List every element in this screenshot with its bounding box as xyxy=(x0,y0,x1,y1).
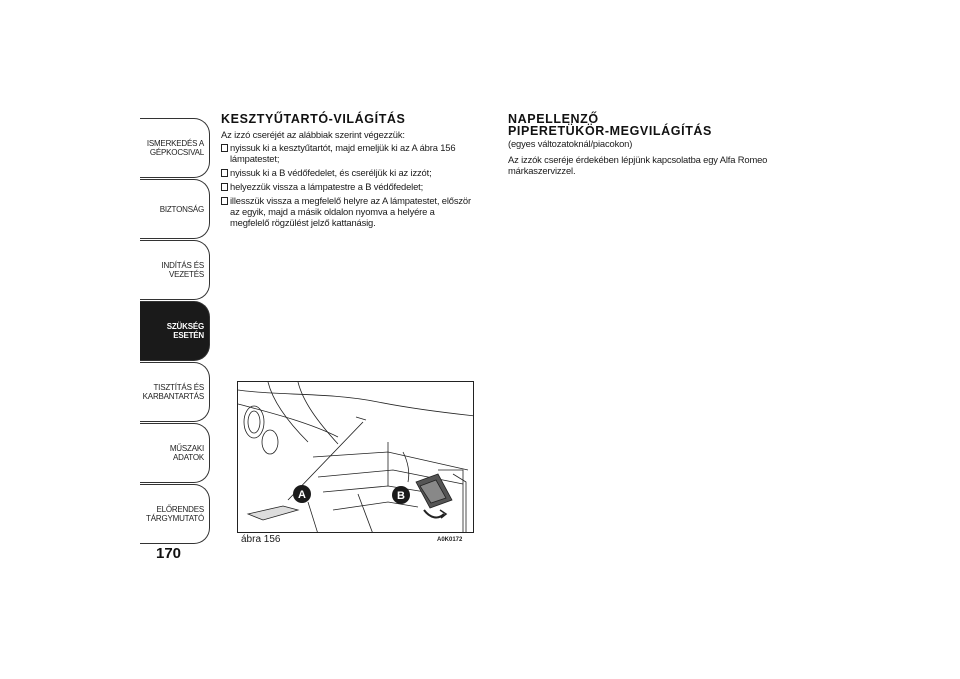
section-title-line2: PIPERETÜKÖR-MEGVILÁGÍTÁS xyxy=(508,124,712,138)
tab-inditas[interactable]: INDÍTÁS ÉS VEZETÉS xyxy=(140,240,210,300)
vanity-mirror-section xyxy=(508,113,768,176)
step-text: nyissuk ki a B védőfedelet, és cseréljük ki az izzót; xyxy=(230,167,432,178)
page-number: 170 xyxy=(156,545,182,562)
section-title: KESZTYŰTARTÓ-VILÁGÍTÁS xyxy=(221,112,406,126)
list-item xyxy=(221,167,475,178)
tab-szukseg-eseten[interactable]: SZÜKSÉG ESETÉN xyxy=(140,301,210,361)
tab-ismerkedes[interactable]: ISMERKEDÉS A GÉPKOCSIVAL xyxy=(140,118,210,178)
tab-targymutato[interactable]: ELŐRENDES TÁRGYMUTATÓ xyxy=(140,484,210,544)
figure-label-a: A xyxy=(298,489,306,501)
section-body: Az izzók cseréje érdekében lépjünk kapcsolatba egy Alfa Romeo márkaszervizzel. xyxy=(508,154,768,176)
section-intro: Az izzó cseréjét az alábbiak szerint végezzük: xyxy=(221,129,405,140)
glovebox-light-section xyxy=(221,113,475,231)
step-text: illesszük vissza a megfelelő helyre az A lámpatestet, először az egyik, majd a másik oldalon nyomva a helyére a megfelelő rögzülést jelző kattanásig. xyxy=(230,195,471,228)
figure-caption: ábra 156 xyxy=(241,534,281,545)
checkbox-bullet-icon xyxy=(221,183,228,191)
list-item xyxy=(221,181,475,192)
tab-biztonsag[interactable]: BIZTONSÁG xyxy=(140,179,210,239)
checkbox-bullet-icon xyxy=(221,144,228,152)
figure-illustration xyxy=(237,381,474,533)
list-item xyxy=(221,142,475,164)
tab-tisztitas[interactable]: TISZTÍTÁS ÉS KARBANTARTÁS xyxy=(140,362,210,422)
list-item xyxy=(221,195,475,228)
checkbox-bullet-icon xyxy=(221,197,228,205)
step-text: helyezzük vissza a lámpatestre a B védőfedelet; xyxy=(230,181,424,192)
tab-muszaki-adatok[interactable]: MŰSZAKI ADATOK xyxy=(140,423,210,483)
figure-label-b: B xyxy=(397,490,405,502)
section-subtitle: (egyes változatoknál/piacokon) xyxy=(508,138,633,149)
figure-code: A0K0172 xyxy=(437,537,463,543)
section-title-line1: NAPELLENZŐ xyxy=(508,112,599,126)
checkbox-bullet-icon xyxy=(221,169,228,177)
steps-list xyxy=(221,142,475,228)
step-text: nyissuk ki a kesztyűtartót, majd emeljük ki az A ábra 156 lámpatestet; xyxy=(230,142,456,164)
glovebox-line-drawing xyxy=(238,382,474,533)
